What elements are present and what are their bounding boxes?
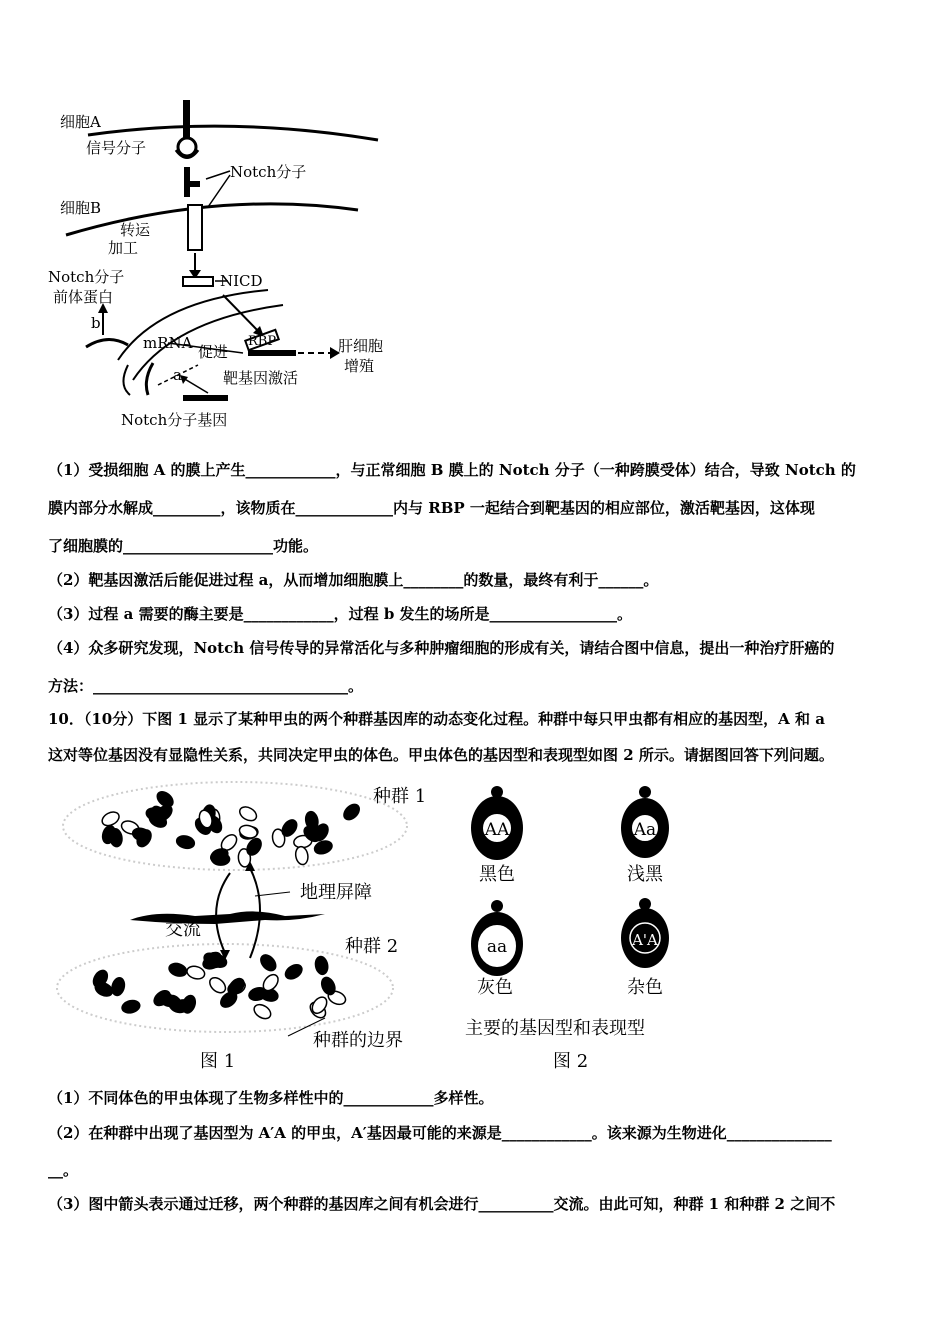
beetle-Aa xyxy=(621,786,669,858)
label-cell-b: 细胞B xyxy=(60,199,102,217)
label-boundary: 种群的边界 xyxy=(313,1030,403,1051)
beetle-icon xyxy=(121,999,141,1015)
phenotype-aa: 灰色 xyxy=(477,977,513,998)
phenotype-AA: 黑色 xyxy=(479,864,515,885)
cell-b-membrane xyxy=(66,204,358,235)
phenotype-Aa: 浅黑 xyxy=(627,864,663,885)
label-b: b xyxy=(91,314,101,332)
beetle-icon xyxy=(314,955,329,975)
genotype-aa: aa xyxy=(486,937,508,957)
beetle-AA xyxy=(471,786,523,860)
label-pop2: 种群 2 xyxy=(345,936,399,957)
phenotype-AprimeA: 杂色 xyxy=(627,977,663,998)
beetle-icon xyxy=(341,801,362,822)
cell-a-membrane xyxy=(88,126,378,140)
beetle-icon xyxy=(100,809,122,828)
fig2-title: 主要的基因型和表现型 xyxy=(465,1018,645,1039)
genotype-figure xyxy=(455,778,705,1078)
q10-part2-line1: （2）在种群中出现了基因型为 A′A 的甲虫，A′基因最可能的来源是____________。该来源为生物进化______________ xyxy=(48,1124,832,1142)
beetle-icon xyxy=(167,961,188,978)
label-fig1: 图 1 xyxy=(200,1051,236,1072)
label-rbp: RBP xyxy=(248,334,277,349)
genotype-AA: AA xyxy=(484,820,510,840)
label-precursor-2: 前体蛋白 xyxy=(53,288,114,306)
beetle-aa xyxy=(471,900,523,976)
q9-part2: （2）靶基因激活后能促进过程 a，从而增加细胞膜上________的数量，最终有利于______。 xyxy=(48,571,659,589)
genotype-AprimeA: A'A xyxy=(632,931,658,949)
label-promote: 促进 xyxy=(198,343,229,361)
q9-part4-line1: （4）众多研究发现，Notch 信号传导的异常活化与多种肿瘤细胞的形成有关，请结合图中信息，提出一种治疗肝癌的 xyxy=(48,639,835,657)
beetle-icon xyxy=(237,804,259,823)
population-1-beetles xyxy=(100,789,362,868)
beetle-icon xyxy=(110,976,126,996)
label-pop1: 种群 1 xyxy=(373,786,427,807)
beetle-icon xyxy=(283,962,305,982)
beetle-icon xyxy=(207,975,228,996)
q9-part4-line2: 方法：__________________________________。 xyxy=(48,677,364,695)
beetle-icon xyxy=(252,1002,274,1022)
genotype-Aa: Aa xyxy=(633,820,657,840)
label-liver-2: 增殖 xyxy=(344,357,375,375)
label-barrier: 地理屏障 xyxy=(300,882,372,903)
geographic-barrier xyxy=(130,911,325,924)
beetle-icon xyxy=(211,853,229,865)
label-transport-2: 加工 xyxy=(108,239,139,257)
label-signal: 信号分子 xyxy=(86,139,147,157)
label-fig2: 图 2 xyxy=(553,1051,589,1072)
q10-part1: （1）不同体色的甲虫体现了生物多样性中的____________多样性。 xyxy=(48,1089,494,1107)
label-liver-1: 肝细胞 xyxy=(338,337,384,355)
population-figure xyxy=(55,778,445,1078)
population-1-boundary xyxy=(63,782,407,870)
q9-part1-line3: 了细胞膜的____________________功能。 xyxy=(48,537,319,555)
q10-part3: （3）图中箭头表示通过迁移，两个种群的基因库之间有机会进行__________交流。由此可知，种群 1 和种群 2 之间不 xyxy=(48,1195,836,1213)
beetle-icon xyxy=(258,952,279,973)
q10-part2-line2: __。 xyxy=(48,1161,79,1179)
beetle-AprimeA xyxy=(621,898,669,968)
label-precursor-1: Notch分子 xyxy=(48,268,125,286)
label-transport-1: 转运 xyxy=(120,221,151,239)
notch-figure xyxy=(48,95,398,435)
label-cell-a: 细胞A xyxy=(60,113,101,131)
label-mrna: mRNA xyxy=(143,334,193,352)
beetle-icon xyxy=(175,834,195,850)
label-target: 靶基因激活 xyxy=(223,369,299,387)
q9-part1-line2: 膜内部分水解成_________，该物质在_____________内与 RBP 一起结合到靶基因的相应部位，激活靶基因，这体现 xyxy=(48,499,815,517)
q10-intro-line2: 这对等位基因没有显隐性关系，共同决定甲虫的体色。甲虫体色的基因型和表现型如图 2 所示。请据图回答下列问题。 xyxy=(48,746,834,764)
beetle-icon xyxy=(185,964,206,980)
population-2-beetles xyxy=(91,950,348,1022)
label-gene: Notch分子基因 xyxy=(121,411,228,429)
q9-part1-line1: （1）受损细胞 A 的膜上产生____________，与正常细胞 B 膜上的 Notch 分子（一种跨膜受体）结合，导致 Notch 的 xyxy=(48,461,856,479)
label-notch: Notch分子 xyxy=(230,163,307,181)
label-a: a xyxy=(173,366,182,384)
q10-intro-line1: 10．（10分）下图 1 显示了某种甲虫的两个种群基因库的动态变化过程。种群中每只甲虫都有相应的基因型，A 和 a xyxy=(48,710,825,728)
label-exchange: 交流 xyxy=(165,919,201,940)
q9-part3: （3）过程 a 需要的酶主要是____________，过程 b 发生的场所是_________________。 xyxy=(48,605,633,623)
label-nicd: NICD xyxy=(220,272,263,290)
beetle-icon xyxy=(294,846,309,866)
